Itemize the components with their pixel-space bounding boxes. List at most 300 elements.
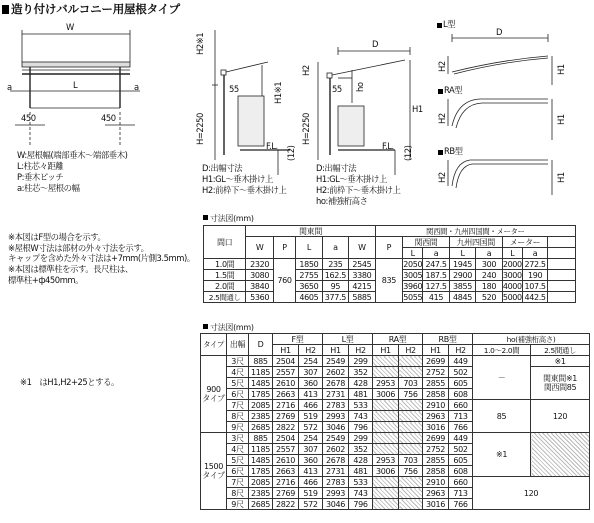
label-12-right: (12) <box>403 145 413 161</box>
cell: 5360 <box>246 292 274 303</box>
cell: 3046 <box>323 422 349 433</box>
cell: 2085 <box>249 400 273 411</box>
cell: 766 <box>449 499 473 510</box>
cell: 502 <box>449 367 473 378</box>
cell: 5尺 <box>227 378 249 389</box>
label-55-right: 55 <box>332 84 342 94</box>
label-L: L <box>73 80 78 90</box>
cell: 3005 <box>403 270 423 280</box>
cell: 519 <box>299 488 323 499</box>
cell: 449 <box>449 433 473 444</box>
cell: 520 <box>476 292 502 303</box>
label-12-left: (12) <box>286 145 296 161</box>
cell <box>399 433 423 444</box>
th-RA: RA型 <box>373 334 423 345</box>
cell-P1: 760 <box>273 259 295 303</box>
cell: 2993 <box>323 411 349 422</box>
cell: 4尺 <box>227 367 249 378</box>
table2-label-text: 寸法図(mm) <box>210 323 254 332</box>
legend-right <box>316 163 400 207</box>
cell: 3016 <box>423 499 449 510</box>
legend-line: D:出幅寸法 <box>316 163 357 173</box>
cell: 3855 <box>449 281 475 292</box>
cell: 2504 <box>273 356 299 367</box>
th-a3: a <box>522 248 547 259</box>
cell: 2755 <box>296 270 322 281</box>
th-L2: L <box>449 248 475 259</box>
cell: 9尺 <box>227 499 249 510</box>
cell: 1485 <box>249 378 273 389</box>
th-a2: a <box>476 248 502 259</box>
label-H2-mid: H2 <box>301 65 311 76</box>
th-H1: H1 <box>273 345 299 356</box>
th-ho1: 1.0～2.0間 <box>473 345 531 356</box>
cell: 8尺 <box>227 488 249 499</box>
cell: 85 <box>473 400 531 433</box>
cell: 2822 <box>273 422 299 433</box>
cell: 3046 <box>323 499 349 510</box>
cell: 2953 <box>373 455 399 466</box>
cell: 605 <box>449 455 473 466</box>
th-a: a <box>322 237 348 259</box>
cell: 519 <box>299 411 323 422</box>
cell <box>548 281 576 292</box>
cell: 1785 <box>249 466 273 477</box>
cell: 4605 <box>296 292 322 303</box>
cell: 2716 <box>273 400 299 411</box>
cell: 572 <box>299 499 323 510</box>
cell <box>399 367 423 378</box>
label-H1-mid: H1 <box>412 104 423 114</box>
th-ma: 間口 <box>204 226 246 259</box>
cell <box>548 270 576 281</box>
cell: 2000 <box>502 259 522 269</box>
cell: 2678 <box>323 378 349 389</box>
note-line: ※屋根W寸法は部材の外々寸法を示す。 <box>8 242 149 253</box>
cell: 187.5 <box>423 270 449 281</box>
cell: 300 <box>476 259 502 270</box>
th-H2: H2 <box>349 345 373 356</box>
th-D: D <box>249 334 273 356</box>
th-kansai: 関西間・九州四国間・メーター <box>375 226 575 237</box>
cell: 743 <box>349 488 373 499</box>
cell: 180 <box>476 281 502 292</box>
cell: 885 <box>249 356 273 367</box>
cell: 4845 <box>449 292 475 303</box>
title-text: 造り付けバルコニー用屋根タイプ <box>11 2 180 16</box>
legend-line: P:垂木ピッチ <box>17 172 64 182</box>
cell: 360 <box>299 455 323 466</box>
cell: 2685 <box>249 422 273 433</box>
cell: 2549 <box>323 356 349 367</box>
th-H2: H2 <box>299 345 323 356</box>
th-kanto: 関東間 <box>246 226 375 237</box>
cell: 235 <box>322 259 348 270</box>
cell: 120 <box>531 400 590 433</box>
note-line: 標準柱+ф450mm。 <box>8 274 84 285</box>
cell: 756 <box>399 466 423 477</box>
cell: 766 <box>449 422 473 433</box>
cell <box>399 422 423 433</box>
cell <box>548 259 576 270</box>
th-deba: 出幅 <box>227 334 249 356</box>
legend-line: H2:前枠下～垂木掛け上 <box>202 185 287 195</box>
cell: 3006 <box>373 389 399 400</box>
table2-row <box>201 400 590 411</box>
cell: 2769 <box>273 411 299 422</box>
th-RB: RB型 <box>423 334 473 345</box>
label-450-right: 450 <box>101 113 116 123</box>
cell: 3650 <box>296 281 322 292</box>
cell: 3380 <box>349 270 376 281</box>
cell: 254 <box>299 356 323 367</box>
cell: 377.5 <box>322 292 348 303</box>
cell: 272.5 <box>522 259 547 270</box>
footnote: ※1 はH1,H2+25とする。 <box>20 377 119 387</box>
cell: 2610 <box>273 455 299 466</box>
label-H1-RB: H1 <box>556 172 566 183</box>
th-F: F型 <box>273 334 323 345</box>
cell: 4215 <box>349 281 376 292</box>
RA-type-drawing <box>448 99 552 140</box>
cell: 2050 <box>403 259 423 269</box>
cell: 1500 タイプ <box>201 433 227 510</box>
cell: 2557 <box>273 444 299 455</box>
cell: 240 <box>476 270 502 281</box>
cell: 900 タイプ <box>201 356 227 433</box>
cell: 2910 <box>423 400 449 411</box>
cell: 5055 <box>403 292 423 302</box>
cell: 1185 <box>249 444 273 455</box>
th-kansai-sub: 関西間 <box>403 237 450 248</box>
cell: 2783 <box>323 400 349 411</box>
cell: 608 <box>449 466 473 477</box>
table2-label <box>203 322 254 333</box>
label-RB-type: RB型 <box>444 146 463 156</box>
cell: 3000 <box>502 270 522 280</box>
cell: 2663 <box>273 466 299 477</box>
cell: 2610 <box>273 378 299 389</box>
cell <box>373 400 399 411</box>
legend-mid <box>202 163 286 196</box>
cell: 2699 <box>423 433 449 444</box>
cell: 703 <box>399 455 423 466</box>
cell: 120 <box>473 477 590 510</box>
cell: 2963 <box>423 488 449 499</box>
label-a: a <box>134 82 139 92</box>
label-H1x1: H1※1 <box>273 81 283 104</box>
th-H1: H1 <box>373 345 399 356</box>
cell: 533 <box>349 477 373 488</box>
legend-line: W:屋根幅(端部垂木～端部垂木) <box>17 150 128 160</box>
cell: 3尺 <box>227 433 249 444</box>
cell <box>373 477 399 488</box>
label-450-left: 450 <box>21 113 36 123</box>
RB-type-drawing <box>448 160 552 195</box>
cell: 307 <box>299 367 323 378</box>
legend-line: D:出幅寸法 <box>202 163 243 173</box>
table2-row <box>201 367 590 378</box>
cell <box>399 411 423 422</box>
cell: 6尺 <box>227 389 249 400</box>
cell: 3080 <box>246 270 274 281</box>
cell: 5尺 <box>227 455 249 466</box>
note-line: ※本図は標準柱を示す。長尺柱は、 <box>8 264 133 275</box>
table2-body <box>201 356 590 510</box>
table2-row <box>201 356 590 367</box>
label-L-type: L型 <box>443 19 456 29</box>
cell: 2910 <box>423 477 449 488</box>
cell <box>373 367 399 378</box>
cell: 299 <box>349 356 373 367</box>
th-W2: W <box>349 237 376 259</box>
cell: 2822 <box>273 499 299 510</box>
cell: 2549 <box>323 433 349 444</box>
cell: 8尺 <box>227 411 249 422</box>
label-H1-L: H1 <box>556 64 566 75</box>
cell: 572 <box>299 422 323 433</box>
th-meter: メーター <box>502 237 548 248</box>
cell: 2504 <box>273 433 299 444</box>
dimension-table-2 <box>200 333 590 510</box>
label-H2250-right: H=2250 <box>301 113 311 145</box>
legend-line: H1:GL～垂木掛け上 <box>316 174 387 184</box>
cell: 743 <box>349 411 373 422</box>
label-H1-RA: H1 <box>556 114 566 125</box>
cell: 2963 <box>423 411 449 422</box>
cell: 9尺 <box>227 422 249 433</box>
cell: 2731 <box>323 389 349 400</box>
cell: 127.5 <box>423 281 449 292</box>
th-P2: P <box>375 237 403 259</box>
cell: 1485 <box>249 455 273 466</box>
cell: 2900 <box>449 270 475 281</box>
cell: 442.5 <box>522 292 547 303</box>
cell <box>373 411 399 422</box>
table1-row <box>204 259 576 270</box>
cell: 3016 <box>423 422 449 433</box>
cell: 360 <box>299 378 323 389</box>
th-ho2: 2.5間通し <box>531 345 590 356</box>
cell: 1850 <box>296 259 322 270</box>
cell: 3006 <box>373 466 399 477</box>
th-Ltype: L型 <box>323 334 373 345</box>
cell: 7尺 <box>227 400 249 411</box>
th-kyushu: 九州四国間 <box>449 237 502 248</box>
label-D: D <box>372 39 378 49</box>
cell: 190 <box>522 270 547 281</box>
cell: 2858 <box>423 389 449 400</box>
cell: 2783 <box>323 477 349 488</box>
L-type-drawing <box>448 34 552 85</box>
cell: 533 <box>349 400 373 411</box>
cell: 2699 <box>423 356 449 367</box>
cell <box>373 444 399 455</box>
note-line: キャップを含めた外々寸法は+7mm(片側3.5mm)。 <box>8 253 195 264</box>
cell: 299 <box>349 433 373 444</box>
cell-P2: 835 <box>375 259 403 303</box>
cell: 5000 <box>502 292 522 302</box>
th-H2: H2 <box>449 345 473 356</box>
cell: 481 <box>349 389 373 400</box>
cell <box>373 433 399 444</box>
cell: 428 <box>349 378 373 389</box>
cell: 605 <box>449 378 473 389</box>
label-H2250-left: H=2250 <box>195 113 205 145</box>
cell: － <box>473 356 531 400</box>
cell: 413 <box>299 466 323 477</box>
table2-row <box>201 477 590 488</box>
cell: 352 <box>349 367 373 378</box>
cell: 481 <box>349 466 373 477</box>
cell <box>399 499 423 510</box>
cell: 2855 <box>423 378 449 389</box>
label-W: W <box>66 22 74 32</box>
cell: 352 <box>349 444 373 455</box>
th-ho: ho(補強桁高さ) <box>473 334 590 345</box>
th-L3: L <box>502 248 522 259</box>
cell: 2855 <box>423 455 449 466</box>
cell: 466 <box>299 477 323 488</box>
cell: 413 <box>299 389 323 400</box>
cell: 713 <box>449 488 473 499</box>
cell <box>373 422 399 433</box>
cell: 2953 <box>373 378 399 389</box>
table2-row <box>201 433 590 444</box>
cell: 2.0間 <box>204 281 246 292</box>
th-L: L <box>296 237 322 259</box>
label-D-L: D <box>496 27 502 37</box>
cell: 2602 <box>323 444 349 455</box>
cell: 2320 <box>246 259 274 270</box>
dimension-table-1 <box>203 225 576 303</box>
cell: 756 <box>399 389 423 400</box>
legend-line: H1:GL～垂木掛け上 <box>202 174 273 184</box>
th-H1: H1 <box>423 345 449 356</box>
cell: 307 <box>299 444 323 455</box>
cell: 2678 <box>323 455 349 466</box>
th-L1: L <box>403 248 423 259</box>
cell: 428 <box>349 455 373 466</box>
cell <box>531 433 590 477</box>
cell: 502 <box>449 444 473 455</box>
cell: 5885 <box>349 292 376 303</box>
th-empty <box>548 237 576 248</box>
cell <box>373 356 399 367</box>
cell: 466 <box>299 400 323 411</box>
cell: 2993 <box>323 488 349 499</box>
cell: 2663 <box>273 389 299 400</box>
cell: 2716 <box>273 477 299 488</box>
cell <box>399 444 423 455</box>
cell: 660 <box>449 477 473 488</box>
th-H1: H1 <box>323 345 349 356</box>
cell: 3840 <box>246 281 274 292</box>
cell: 6尺 <box>227 466 249 477</box>
cell: 1785 <box>249 389 273 400</box>
cell: 2602 <box>323 367 349 378</box>
note-line: ※本図はF型の場合を示す。 <box>8 232 106 242</box>
th-empty <box>548 248 576 259</box>
cell: 449 <box>449 356 473 367</box>
cell: 3尺 <box>227 356 249 367</box>
cell <box>373 488 399 499</box>
side-elevation-2-drawing <box>318 47 410 175</box>
cell: 254 <box>299 433 323 444</box>
legend-line: H2:前枠下～垂木掛け上 <box>316 185 401 195</box>
label-H2-RA: H2 <box>437 113 447 124</box>
bullet-square-icon <box>203 324 208 329</box>
label-H2x1: H2※1 <box>195 32 205 55</box>
cell: 2769 <box>273 488 299 499</box>
cell <box>373 499 399 510</box>
legend-line: ho:補強桁高さ <box>316 196 368 206</box>
cell: 1185 <box>249 367 273 378</box>
cell: 2858 <box>423 466 449 477</box>
cell: 2385 <box>249 488 273 499</box>
cell: 1.0間 <box>204 259 246 270</box>
legend-left <box>17 150 127 194</box>
th-type: タイプ <box>201 334 227 356</box>
cell <box>399 356 423 367</box>
legend-line: L:柱芯々距離 <box>17 161 64 171</box>
bullet-square-icon <box>203 215 208 220</box>
cell: 247.5 <box>423 259 449 270</box>
cell: 713 <box>449 411 473 422</box>
cell: 2085 <box>249 477 273 488</box>
cell: 1945 <box>449 259 475 270</box>
notes <box>8 232 195 286</box>
cell: 2557 <box>273 367 299 378</box>
label-H2-L: H2 <box>437 61 447 72</box>
th-a1: a <box>423 248 449 259</box>
cell: 1.5間 <box>204 270 246 281</box>
table1-label-text: 寸法図(mm) <box>210 214 254 223</box>
label-55-left: 55 <box>229 84 239 94</box>
label-ho: ho <box>355 82 365 92</box>
cell: 796 <box>349 499 373 510</box>
label-FL-left: F.L. <box>266 141 278 151</box>
cell: 415 <box>423 292 449 303</box>
cell: 関東間※1 関西間85 <box>531 367 590 400</box>
cell: 2752 <box>423 367 449 378</box>
table1-label <box>203 213 254 224</box>
cell: 4000 <box>502 281 522 291</box>
cell <box>548 292 576 303</box>
cell: 2545 <box>349 259 376 270</box>
cell: 2.5間通し <box>204 292 246 303</box>
cell: 2385 <box>249 411 273 422</box>
th-H2: H2 <box>399 345 423 356</box>
legend-line: a:柱芯～屋根の幅 <box>17 183 80 193</box>
section-markers <box>437 23 443 155</box>
cell: 608 <box>449 389 473 400</box>
label-H2-RB: H2 <box>437 172 447 183</box>
label-RA-type: RA型 <box>444 85 463 95</box>
label-a: a <box>7 82 12 92</box>
cell: 2731 <box>323 466 349 477</box>
cell: 703 <box>399 378 423 389</box>
cell: 2752 <box>423 444 449 455</box>
cell: 796 <box>349 422 373 433</box>
th-P: P <box>273 237 295 259</box>
cell: 2685 <box>249 499 273 510</box>
cell: ※1 <box>531 356 590 367</box>
th-W: W <box>246 237 274 259</box>
cell: 660 <box>449 400 473 411</box>
cell <box>399 400 423 411</box>
label-FL-right: F.L. <box>382 141 394 151</box>
